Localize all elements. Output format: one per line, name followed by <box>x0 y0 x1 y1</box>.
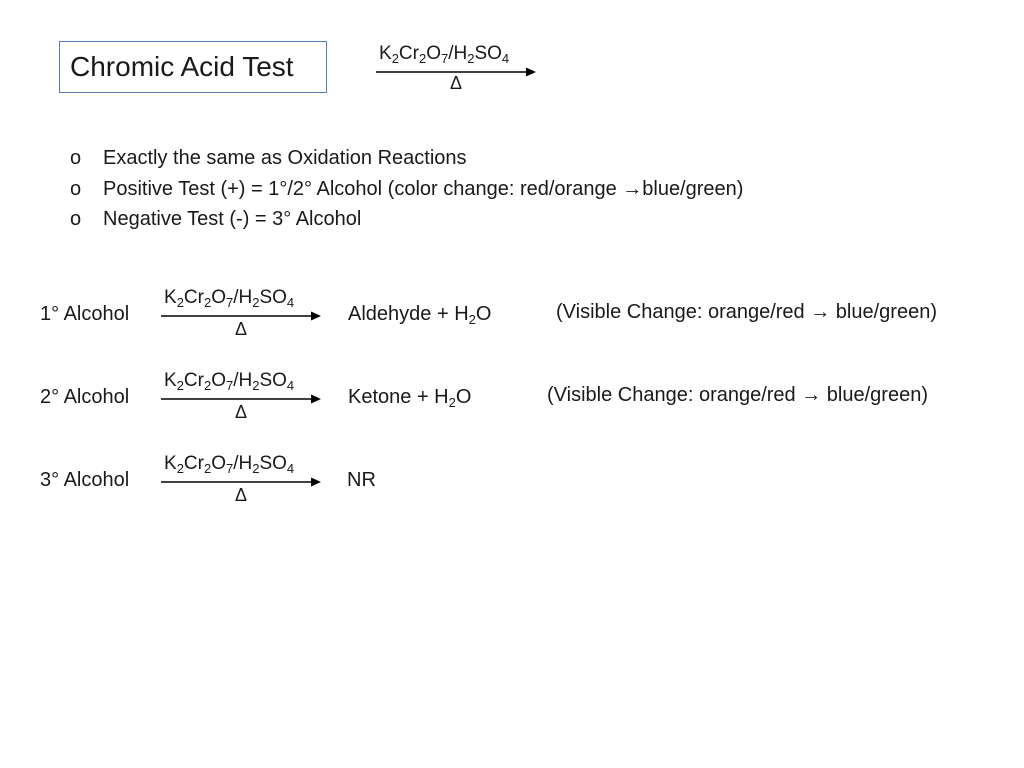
visible-change-note: (Visible Change: orange/red → blue/green) <box>547 384 928 406</box>
reagent-subscript: 7 <box>226 378 234 393</box>
reagent-text: K <box>164 453 177 474</box>
reagent-text: Cr <box>183 370 204 391</box>
reagent-text: /H <box>233 453 253 474</box>
reagent-subscript: 2 <box>203 461 212 476</box>
reagent-subscript: 4 <box>286 378 295 393</box>
reagent-text: O <box>426 43 441 64</box>
reaction-reagent <box>164 371 294 391</box>
reaction-reagent <box>164 288 294 308</box>
list-item <box>70 204 743 235</box>
bullet-text: Exactly the same as Oxidation Reactions <box>103 147 467 169</box>
reagent-subscript: 2 <box>252 295 260 310</box>
heat-delta: Δ <box>235 319 248 339</box>
reagent-subscript: 2 <box>252 461 260 476</box>
reagent-text: /H <box>233 370 253 391</box>
reagent-text: K <box>379 43 392 64</box>
header-reagent <box>379 44 509 64</box>
reagent-subscript: 2 <box>176 461 184 476</box>
reagent-text: SO <box>474 43 502 64</box>
bullet-text: Negative Test (-) = 3° Alcohol <box>103 208 362 230</box>
visible-change-note: (Visible Change: orange/red → blue/green) <box>556 301 937 323</box>
reagent-text: SO <box>259 287 287 308</box>
heat-delta: Δ <box>450 73 463 93</box>
bullet-text: Positive Test (+) = 1°/2° Alcohol (color change: red/orange →blue/green) <box>103 177 744 200</box>
heat-delta: Δ <box>235 402 248 422</box>
page-title: Chromic Acid Test <box>70 51 294 82</box>
reagent-subscript: 7 <box>226 461 234 476</box>
reagent-subscript: 2 <box>176 295 184 310</box>
reagent-subscript: 2 <box>391 51 399 66</box>
reagent-text: K <box>164 287 177 308</box>
reagent-subscript: 7 <box>441 51 449 66</box>
product-label <box>347 468 376 492</box>
reagent-text: Cr <box>183 453 204 474</box>
reagent-text: O <box>211 287 226 308</box>
reagent-subscript: 2 <box>203 295 212 310</box>
reagent-text: /H <box>233 287 253 308</box>
product-text: O <box>455 386 472 408</box>
reagent-subscript: 4 <box>501 51 510 66</box>
reagent-subscript: 2 <box>418 51 427 66</box>
reagent-subscript: 2 <box>203 378 212 393</box>
reagent-text: Cr <box>183 287 204 308</box>
reactant-label: 1° Alcohol <box>40 303 130 325</box>
bullet-icon: o <box>70 177 82 200</box>
list-item <box>70 174 743 205</box>
reactant-label: 3° Alcohol <box>40 469 130 491</box>
reagent-text: O <box>211 370 226 391</box>
reagent-subscript: 2 <box>252 378 260 393</box>
reagent-text: O <box>211 453 226 474</box>
reagent-subscript: 2 <box>467 51 475 66</box>
bullet-icon: o <box>70 147 82 169</box>
bullet-list <box>70 143 743 235</box>
reagent-text: SO <box>259 453 287 474</box>
title-box <box>59 41 327 93</box>
product-label <box>348 385 471 409</box>
reactant-label: 2° Alcohol <box>40 386 130 408</box>
bullet-icon: o <box>70 208 82 230</box>
reagent-text: /H <box>448 43 468 64</box>
product-text: O <box>475 303 492 325</box>
reagent-text: K <box>164 370 177 391</box>
reagent-subscript: 7 <box>226 295 234 310</box>
reaction-reagent <box>164 454 294 474</box>
reagent-subscript: 4 <box>286 461 295 476</box>
product-label <box>348 302 491 326</box>
product-text: Aldehyde + H <box>348 303 469 325</box>
product-text: NR <box>347 469 376 491</box>
list-item <box>70 143 743 174</box>
reagent-text: Cr <box>398 43 419 64</box>
product-text: Ketone + H <box>348 386 449 408</box>
reagent-subscript: 2 <box>176 378 184 393</box>
product-subscript: 2 <box>448 395 456 410</box>
reagent-subscript: 4 <box>286 295 295 310</box>
reagent-text: SO <box>259 370 287 391</box>
product-subscript: 2 <box>468 312 476 327</box>
heat-delta: Δ <box>235 485 248 505</box>
